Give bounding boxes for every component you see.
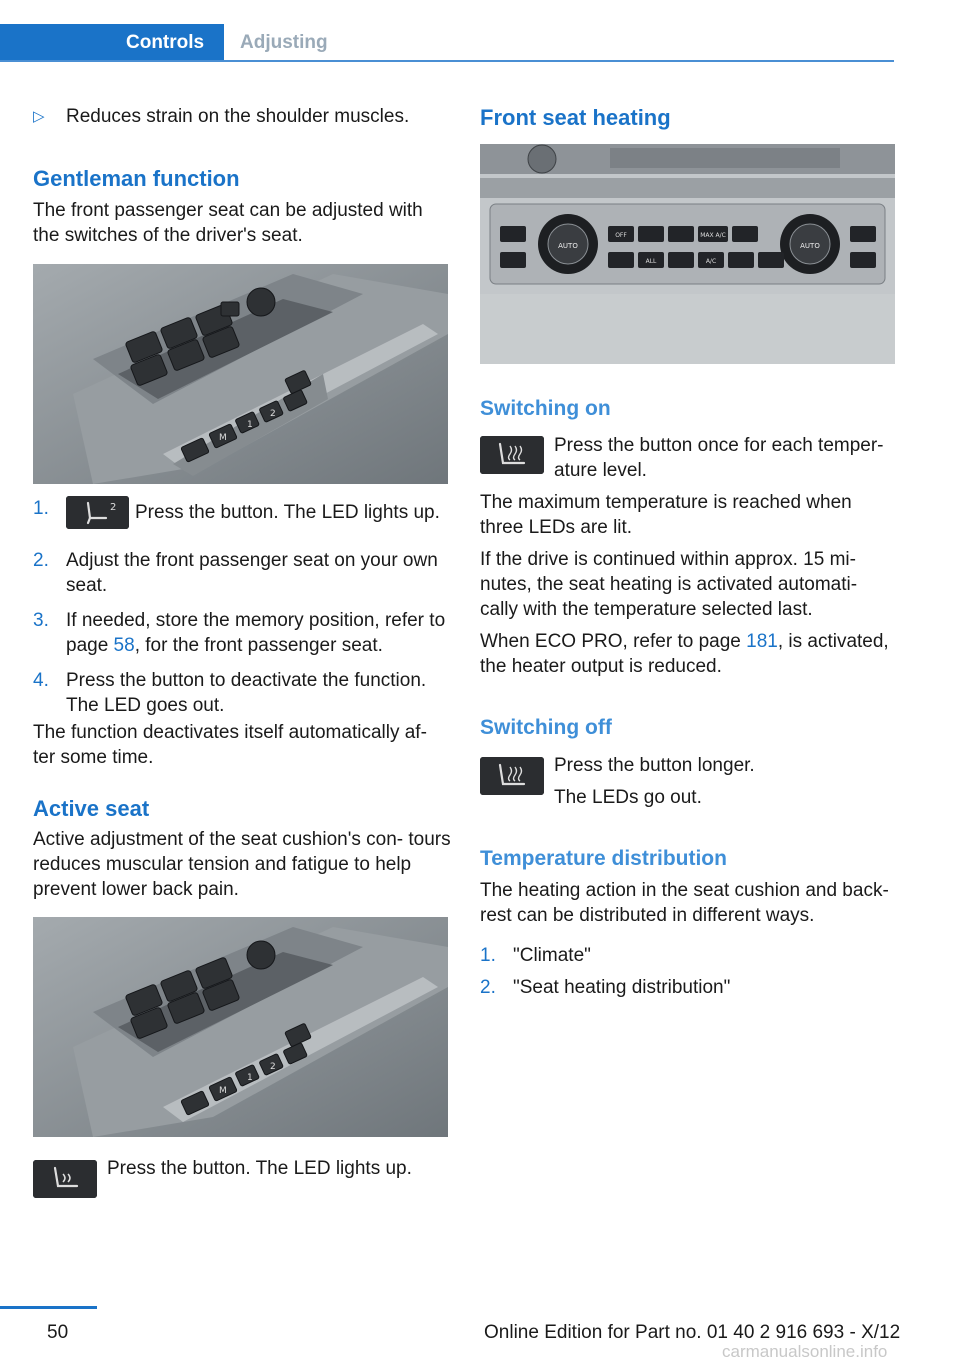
switching-off-caption-2: The LEDs go out.: [554, 787, 702, 808]
memory-m-label: M: [219, 1086, 227, 1096]
step-3-text: [66, 608, 454, 658]
max-ac-label: MAX A/C: [700, 232, 726, 239]
gentleman-intro: The front passenger seat can be adjusted with the switches of the driver's seat.: [33, 200, 423, 246]
heading-switching-on: Switching on: [480, 397, 611, 420]
triangle-bullet-icon: ▷: [33, 108, 45, 125]
active-seat-caption: Press the button. The LED lights up.: [107, 1158, 412, 1179]
ac-label: A/C: [705, 258, 717, 265]
gentleman-button-image: [66, 496, 129, 529]
page-number: 50: [47, 1322, 69, 1343]
tab-adjusting[interactable]: Adjusting: [240, 32, 328, 53]
step-number: 4.: [33, 670, 49, 691]
active-seat-intro: Active adjustment of the seat cushion's con‐ tours reduces muscular tension and fatigue to help prevent lower back pain.: [33, 829, 451, 900]
memory-1-label: 1: [247, 420, 253, 430]
distribution-intro: The heating action in the seat cushion and back‐ rest can be distributed in different ways.: [480, 880, 889, 926]
page-header: [0, 24, 894, 62]
switching-on-p2: If the drive is continued within approx. 15 mi‐ nutes, the seat heating is activated automati‐ cally with the temperature selected last.: [480, 549, 858, 620]
switching-on-caption: Press the button once for each temper‐ ature level.: [554, 435, 884, 481]
memory-1-label: 1: [247, 1073, 253, 1083]
active-seat-button-image: [33, 1160, 97, 1198]
heading-gentleman: Gentleman function: [33, 166, 240, 191]
switching-on-p1: The maximum temperature is reached when three LEDs are lit.: [480, 492, 852, 538]
step-number: 1.: [33, 498, 49, 519]
auto-label-right: AUTO: [800, 242, 820, 250]
step-number: 2.: [480, 977, 496, 998]
watermark: carmanualsonline.info: [722, 1342, 888, 1361]
seat-heating-button-image-on: [480, 436, 544, 474]
tab-controls[interactable]: Controls: [0, 24, 224, 62]
memory-2-label: 2: [270, 1062, 276, 1072]
auto-label-left: AUTO: [558, 242, 578, 250]
switching-off-caption-1: Press the button longer.: [554, 755, 755, 776]
step-4-text: Press the button to deactivate the function. The LED goes out.: [66, 670, 427, 716]
door-switch-photo-2: [33, 917, 448, 1137]
gentleman-outro: The function deactivates itself automatically af‐ ter some time.: [33, 722, 427, 768]
edition-text: Online Edition for Part no. 01 40 2 916 693 - X/12: [484, 1322, 901, 1343]
memory-m-label: M: [219, 433, 227, 443]
door-switch-photo-1: [33, 264, 448, 484]
footer-rule: [0, 1306, 97, 1309]
step-number: 3.: [33, 610, 49, 631]
menu-path-seat-heating-distribution: "Seat heating distribution": [513, 977, 731, 998]
all-label: ALL: [645, 258, 657, 265]
menu-path-climate: "Climate": [513, 945, 591, 966]
step-1-text: Press the button. The LED lights up.: [135, 502, 440, 523]
page-link-58[interactable]: 58: [113, 635, 135, 656]
step-number: 2.: [33, 550, 49, 571]
header-rule: [0, 60, 894, 62]
step-number: 1.: [480, 945, 496, 966]
bullet-text: Reduces strain on the shoulder muscles.: [66, 106, 410, 127]
off-label: OFF: [615, 232, 627, 239]
page-link-181[interactable]: 181: [746, 631, 778, 652]
seat-2-label: 2: [110, 502, 117, 513]
heading-front-seat-heating: Front seat heating: [480, 105, 671, 130]
switching-on-p3: [480, 629, 900, 679]
step-3-pre: If needed, store the memory position, refer to page: [66, 610, 446, 656]
memory-2-label: 2: [270, 409, 276, 419]
step-2-text: Adjust the front passenger seat on your own seat.: [66, 550, 438, 596]
climate-panel-photo: [480, 144, 895, 364]
p3-post: , is activated, the heater output is reduced.: [480, 631, 889, 677]
seat-heating-button-image-off: [480, 757, 544, 795]
heading-temperature-distribution: Temperature distribution: [480, 847, 727, 870]
heading-switching-off: Switching off: [480, 716, 612, 739]
heading-active-seat: Active seat: [33, 796, 150, 821]
p3-pre: When ECO PRO, refer to page: [480, 631, 747, 652]
step-3-post: , for the front passenger seat.: [134, 635, 383, 656]
